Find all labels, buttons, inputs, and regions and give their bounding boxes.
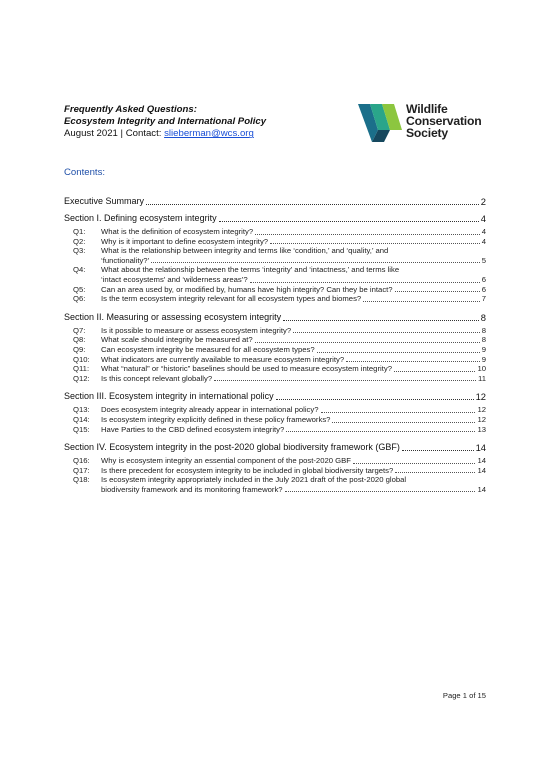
dot-leader <box>363 300 480 302</box>
toc-question-page: 9 <box>481 344 486 354</box>
dot-leader <box>317 351 480 353</box>
dot-leader <box>332 421 475 423</box>
toc-question-body <box>101 475 486 494</box>
dot-leader <box>146 203 479 205</box>
toc-question-entry[interactable] <box>73 466 486 476</box>
toc-question-page: 6 <box>481 284 486 294</box>
toc-question-text: Is ecosystem integrity appropriately included in the July 2021 draft of the post-2020 global <box>101 475 407 485</box>
toc-section-label: Executive Summary <box>64 196 145 206</box>
dot-leader <box>402 449 474 451</box>
toc-question-text: Why is ecosystem integrity an essential component of the post-2020 GBF <box>101 456 351 466</box>
toc-section-page: 4 <box>480 213 486 224</box>
dot-leader <box>255 341 480 343</box>
dot-leader <box>395 471 475 473</box>
toc-section-label: Section I. Defining ecosystem integrity <box>64 213 217 223</box>
dot-leader <box>276 398 474 400</box>
dot-leader <box>346 360 480 362</box>
toc-question-number: Q12: <box>73 373 90 383</box>
toc-question-text: What scale should integrity be measured at? <box>101 335 253 345</box>
toc-question-text-continued: biodiversity framework and its monitoring framework? <box>101 484 283 494</box>
toc-question-text: What is the relationship between integrity and terms like ‘condition,’ and ‘quality,’ and <box>101 246 389 256</box>
toc-question-number: Q3: <box>73 246 86 256</box>
toc-section-page: 8 <box>480 311 486 323</box>
toc-question-text: Is there precedent for ecosystem integrity to be included in global biodiversity targets? <box>101 465 394 475</box>
toc-question-page: 4 <box>481 227 486 236</box>
toc-section-entry[interactable] <box>64 196 486 207</box>
toc-question-body <box>101 364 486 374</box>
toc-question-number: Q9: <box>73 344 86 354</box>
toc-question-body <box>101 456 486 466</box>
toc-question-entry[interactable] <box>73 237 486 247</box>
toc-question-page: 12 <box>477 414 486 424</box>
toc-question-number: Q13: <box>73 405 90 415</box>
toc-question-page: 12 <box>477 405 486 415</box>
toc-question-entry[interactable] <box>73 345 486 355</box>
dot-leader <box>353 462 475 464</box>
toc-question-body <box>101 285 486 295</box>
toc-question-entry[interactable] <box>73 374 486 384</box>
logo-wordmark <box>406 104 481 139</box>
toc-question-number: Q4: <box>73 265 86 275</box>
toc-question-entry[interactable] <box>73 456 486 466</box>
toc-question-number: Q15: <box>73 424 90 434</box>
toc-question-page: 9 <box>481 354 486 364</box>
toc-question-text-continued: ‘intact ecosystems’ and ‘wilderness areas’? <box>101 274 248 284</box>
toc-section-page: 12 <box>475 391 486 403</box>
toc-question-text: Why is it important to define ecosystem integrity? <box>101 236 269 246</box>
dot-leader <box>283 319 479 321</box>
toc-section-entry[interactable] <box>64 442 486 453</box>
dot-leader <box>214 379 476 381</box>
dot-leader <box>250 281 480 283</box>
toc-section-entry[interactable] <box>64 213 486 224</box>
toc-question-body <box>101 237 486 247</box>
toc-question-number: Q11: <box>73 364 90 374</box>
dot-leader <box>219 220 479 222</box>
toc-question-page: 14 <box>477 456 486 466</box>
toc-question-entry[interactable] <box>73 475 486 494</box>
toc-question-text: Can ecosystem integrity be measured for all ecosystem types? <box>101 344 315 354</box>
toc-question-page: 14 <box>477 484 486 494</box>
toc-question-entry[interactable] <box>73 294 486 304</box>
toc-section-page: 2 <box>480 196 486 207</box>
contents-heading: Contents: <box>64 167 106 178</box>
toc-question-body <box>101 265 486 284</box>
toc-question-body <box>101 326 486 336</box>
toc-question-body <box>101 355 486 365</box>
contact-email-link[interactable]: slieberman@wcs.org <box>164 128 254 140</box>
dot-leader <box>151 261 479 263</box>
toc-question-body <box>101 415 486 425</box>
toc-question-text: Does ecosystem integrity already appear in international policy? <box>101 405 319 415</box>
toc-question-text: What “natural” or “historic” baselines should be used to measure ecosystem integrity? <box>101 364 392 374</box>
toc-question-page: 5 <box>481 255 486 265</box>
toc-question-page: 4 <box>481 236 486 246</box>
logo-line1: Wildlife <box>406 102 448 116</box>
toc-question-page: 11 <box>478 373 486 383</box>
toc-question-number: Q6: <box>73 294 86 304</box>
toc-section-label: Section II. Measuring or assessing ecosystem integrity <box>64 311 282 322</box>
toc-question-body <box>101 345 486 355</box>
toc-section-label: Section III. Ecosystem integrity in international policy <box>64 391 274 402</box>
toc-question-text: Is this concept relevant globally? <box>101 373 213 383</box>
logo-line2: Conservation <box>406 113 482 128</box>
toc-question-page: 13 <box>477 424 486 434</box>
toc-question-text: Is the term ecosystem integrity relevant for all ecosystem types and biomes? <box>101 294 362 304</box>
toc-question-page: 6 <box>481 274 486 284</box>
dot-leader <box>255 233 480 235</box>
toc-question-number: Q5: <box>73 284 86 294</box>
toc-question-number: Q8: <box>73 335 86 345</box>
toc-question-entry[interactable] <box>73 355 486 365</box>
date-contact-prefix: August 2021 | Contact: <box>64 128 165 140</box>
toc-question-entry[interactable] <box>73 326 486 336</box>
toc-question-number: Q1: <box>73 227 86 236</box>
toc-question-text: Have Parties to the CBD defined ecosystem integrity? <box>101 424 285 434</box>
dot-leader <box>286 430 475 432</box>
toc-question-number: Q14: <box>73 414 90 424</box>
document-header <box>64 104 266 141</box>
dot-leader <box>285 490 476 492</box>
toc-question-body <box>101 405 486 415</box>
toc-section-label: Section IV. Ecosystem integrity in the post-2020 global biodiversity framework (GBF) <box>64 442 400 453</box>
toc-question-page: 8 <box>481 335 486 345</box>
toc-question-text: Is ecosystem integrity explicitly defined in these policy frameworks? <box>101 414 331 424</box>
toc-question-entry[interactable] <box>73 265 486 284</box>
toc-question-text: What about the relationship between the terms ‘integrity’ and ‘intactness,’ and terms like <box>101 265 400 275</box>
toc-question-body <box>101 227 486 237</box>
toc-question-text-continued: ‘functionality?’ <box>101 255 150 265</box>
toc-question-entry[interactable] <box>73 364 486 374</box>
toc-question-text: Is it possible to measure or assess ecosystem integrity? <box>101 325 292 335</box>
toc-question-body <box>101 425 486 435</box>
toc-question-number: Q18: <box>73 475 90 485</box>
toc-question-page: 8 <box>481 325 486 335</box>
page-number: Page 1 of 15 <box>442 691 486 700</box>
toc-question-entry[interactable] <box>73 425 486 435</box>
date-contact <box>64 128 266 140</box>
dot-leader <box>293 331 480 333</box>
toc-question-number: Q17: <box>73 465 90 475</box>
toc-section-page: 14 <box>475 442 486 454</box>
toc-question-body <box>101 335 486 345</box>
toc-question-body <box>101 246 486 265</box>
toc-question-number: Q2: <box>73 236 86 246</box>
doc-title-line2: Ecosystem Integrity and International Policy <box>64 116 267 128</box>
dot-leader <box>321 411 476 413</box>
toc-question-number: Q16: <box>73 456 90 466</box>
toc-question-body <box>101 294 486 304</box>
toc-question-text: What indicators are currently available to measure ecosystem integrity? <box>101 354 345 364</box>
toc-question-number: Q7: <box>73 325 86 335</box>
table-of-contents <box>64 196 486 496</box>
toc-question-page: 7 <box>481 294 486 304</box>
toc-question-number: Q10: <box>73 354 90 364</box>
toc-question-entry[interactable] <box>73 335 486 345</box>
dot-leader <box>395 290 480 292</box>
toc-section-entry[interactable] <box>64 391 486 402</box>
dot-leader <box>270 242 480 244</box>
dot-leader <box>394 370 475 372</box>
toc-question-entry[interactable] <box>73 285 486 295</box>
toc-section-entry[interactable] <box>64 312 486 323</box>
toc-question-entry[interactable] <box>73 405 486 415</box>
toc-question-entry[interactable] <box>73 415 486 425</box>
toc-question-entry[interactable] <box>73 227 486 237</box>
toc-question-body <box>101 374 486 384</box>
toc-question-text: What is the definition of ecosystem integrity? <box>101 227 254 236</box>
toc-question-page: 14 <box>477 465 486 475</box>
logo-line3: Society <box>406 125 448 140</box>
toc-question-entry[interactable] <box>73 246 486 265</box>
toc-question-page: 10 <box>477 364 486 374</box>
toc-question-text: Can an area used by, or modified by, humans have high integrity? Can they be intact? <box>101 284 393 294</box>
toc-question-body <box>101 466 486 476</box>
doc-title-line1: Frequently Asked Questions: <box>64 104 197 115</box>
